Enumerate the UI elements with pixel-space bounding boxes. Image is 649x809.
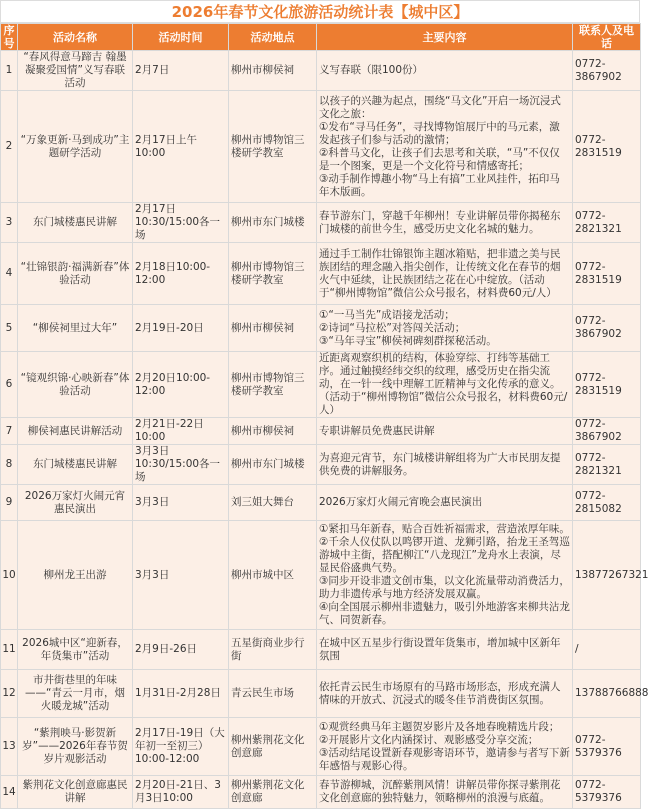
table-row: [1, 91, 641, 203]
cell-name: 2026城中区“迎新春，年货集市”活动: [18, 630, 133, 670]
cell-place: 柳州市城中区: [229, 521, 317, 630]
cell-content: ①紧扣马年新春，贴合百姓祈福需求，营造浓厚年味。 ②千余人仪仗队以鸣锣开道、龙狮引路，抬龙王圣驾巡游城中主街，搭配柳江“八龙现江”龙舟水上表演，尽显民俗盛典气势。 ③同步开设非遗文创市集，以文化流量带动消费活力，助力非遗传承与地方经济发展双赢。 ④向全国展示柳州非遗魅力，吸引外地游客来柳共沾龙气、同贺新春。: [317, 521, 573, 630]
table-row: [1, 776, 641, 809]
cell-content: 春节游柳城，沉醉紫荆风情！讲解员带你探寻紫荆花文化创意廊的独特魅力，领略柳州的浪漫与底蕴。: [317, 776, 573, 809]
cell-seq: 14: [1, 776, 18, 809]
cell-name: “镜观织锦·心映新春”体验活动: [18, 352, 133, 418]
cell-contact: 13877267321: [573, 521, 641, 630]
cell-seq: 1: [1, 51, 18, 91]
cell-contact: /: [573, 630, 641, 670]
cell-seq: 6: [1, 352, 18, 418]
cell-contact: 13788766888: [573, 670, 641, 718]
cell-contact: 0772-3867902: [573, 418, 641, 445]
cell-time: 2月17日-19日（大年初一至初三）10:00-12:00: [133, 718, 229, 776]
cell-time: 2月20日10:00-12:00: [133, 352, 229, 418]
cell-place: 柳州市柳侯祠: [229, 305, 317, 352]
cell-seq: 13: [1, 718, 18, 776]
cell-place: 柳州市柳侯祠: [229, 418, 317, 445]
cell-time: 2月17日10:30/15:00各一场: [133, 203, 229, 243]
cell-seq: 7: [1, 418, 18, 445]
cell-name: “春风得意马蹄吉 翰墨凝聚爱国情”义写春联活动: [18, 51, 133, 91]
cell-time: 2月18日10:00-12:00: [133, 243, 229, 305]
cell-content: 以孩子的兴趣为起点，围绕“马文化”开启一场沉浸式文化之旅： ①发布“寻马任务”，寻找博物馆展厅中的马元素，激发起孩子们参与活动的激情； ②科普马文化，让孩子们去思考和关联，“马”不仅仅是一个图案，更是一个文化符号和情感寄托； ③动手制作博趣小物“马上有搞”工业风挂件，拓印马年木版画。: [317, 91, 573, 203]
cell-seq: 3: [1, 203, 18, 243]
table-row: [1, 203, 641, 243]
cell-name: 柳侯祠惠民讲解活动: [18, 418, 133, 445]
cell-contact: 0772-2831519: [573, 91, 641, 203]
header-content: 主要内容: [317, 24, 573, 51]
cell-time: 1月31日-2月28日: [133, 670, 229, 718]
cell-content: 义写春联（限100份）: [317, 51, 573, 91]
cell-time: 2月19日-20日: [133, 305, 229, 352]
cell-seq: 4: [1, 243, 18, 305]
table-row: [1, 243, 641, 305]
cell-content: 在城中区五星步行街设置年货集市，增加城中区新年氛围: [317, 630, 573, 670]
cell-place: 柳州紫荆花文化创意廊: [229, 718, 317, 776]
header-seq: 序号: [1, 24, 18, 51]
cell-contact: 0772-5379376: [573, 776, 641, 809]
table-row: [1, 305, 641, 352]
table-row: [1, 718, 641, 776]
cell-place: 青云民生市场: [229, 670, 317, 718]
cell-content: 专职讲解员免费惠民讲解: [317, 418, 573, 445]
cell-place: 柳州市东门城楼: [229, 203, 317, 243]
table-row: [1, 445, 641, 485]
header-time: 活动时间: [133, 24, 229, 51]
cell-place: 柳州市博物馆三楼研学教室: [229, 243, 317, 305]
page-title: 2026年春节文化旅游活动统计表【城中区】: [0, 0, 640, 23]
cell-name: “万象更新·马到成功”主题研学活动: [18, 91, 133, 203]
cell-contact: 0772-2831519: [573, 243, 641, 305]
cell-content: 2026万家灯火闹元宵晚会惠民演出: [317, 485, 573, 521]
cell-name: 柳州龙王出游: [18, 521, 133, 630]
cell-place: 刘三姐大舞台: [229, 485, 317, 521]
table-row: [1, 521, 641, 630]
cell-place: 柳州市博物馆三楼研学教室: [229, 91, 317, 203]
cell-content: ①观赏经典马年主题贺岁影片及各地春晚精选片段； ②开展影片文化内涵探讨、观影感受分享交流； ③活动结尾设置新春观影寄语环节，邀请参与者写下新年感悟与观影心得。: [317, 718, 573, 776]
cell-place: 柳州市东门城楼: [229, 445, 317, 485]
cell-content: 依托青云民生市场原有的马路市场形态，形成充满人情味的开放式、沉浸式的暖冬佳节消费街区氛围。: [317, 670, 573, 718]
table-row: [1, 670, 641, 718]
table-row: [1, 352, 641, 418]
cell-seq: 8: [1, 445, 18, 485]
table-row: [1, 418, 641, 445]
table-row: [1, 51, 641, 91]
cell-place: 柳州紫荆花文化创意廊: [229, 776, 317, 809]
cell-contact: 0772-3867902: [573, 305, 641, 352]
header-contact: 联系人及电话: [573, 24, 641, 51]
cell-time: 2月21日-22日10:00: [133, 418, 229, 445]
cell-time: 2月9日-26日: [133, 630, 229, 670]
cell-contact: 0772-3867902: [573, 51, 641, 91]
cell-content: 近距离观察织机的结构，体验穿综、打纬等基础工序。通过触摸经纬交织的纹理，感受历史在指尖流动，在一针一线中理解工匠精神与文化传承的意义。（活动于“柳州博物馆”微信公众号报名，材料费60元/人）: [317, 352, 573, 418]
table-row: [1, 630, 641, 670]
cell-place: 柳州市博物馆三楼研学教室: [229, 352, 317, 418]
header-place: 活动地点: [229, 24, 317, 51]
cell-name: 紫荆花文化创意廊惠民讲解: [18, 776, 133, 809]
cell-place: 柳州市柳侯祠: [229, 51, 317, 91]
cell-contact: 0772-5379376: [573, 718, 641, 776]
activity-table: [0, 23, 649, 809]
cell-contact: 0772-2821321: [573, 203, 641, 243]
cell-contact: 0772-2821321: [573, 445, 641, 485]
cell-seq: 2: [1, 91, 18, 203]
cell-name: “壮锦银韵·福满新春”体验活动: [18, 243, 133, 305]
cell-time: 3月3日: [133, 521, 229, 630]
cell-time: 2月7日: [133, 51, 229, 91]
cell-contact: 0772-2831519: [573, 352, 641, 418]
cell-content: 通过手工制作壮锦银饰主题冰箱贴，把非遗之美与民族团结的理念融入指尖创作，让传统文化在春节的烟火气中延续，让民族团结之花在心中绽放。（活动于“柳州博物馆”微信公众号报名，材料费60元/人）: [317, 243, 573, 305]
cell-contact: 0772-2815082: [573, 485, 641, 521]
cell-content: 为喜迎元宵节，东门城楼讲解组将为广大市民朋友提供免费的讲解服务。: [317, 445, 573, 485]
cell-seq: 10: [1, 521, 18, 630]
cell-name: 2026万家灯火闹元宵惠民演出: [18, 485, 133, 521]
cell-time: 2月17日上午10:00: [133, 91, 229, 203]
table-row: [1, 485, 641, 521]
cell-name: 东门城楼惠民讲解: [18, 445, 133, 485]
header-row: [1, 24, 641, 51]
cell-place: 五星街商业步行街: [229, 630, 317, 670]
cell-content: ①“一马当先”成语接龙活动； ②诗词“马拉松”对答闯关活动； ③“马年寻宝”柳侯祠碑刻群探秘活动。: [317, 305, 573, 352]
cell-seq: 12: [1, 670, 18, 718]
cell-seq: 9: [1, 485, 18, 521]
cell-name: “紫荆映马·影贺新岁”——2026年春节贺岁片观影活动: [18, 718, 133, 776]
cell-name: 市井街巷里的年味——“青云一月市，烟火暖龙城”活动: [18, 670, 133, 718]
cell-name: “柳侯祠里过大年”: [18, 305, 133, 352]
cell-time: 2月20日-21日、3月3日10:00: [133, 776, 229, 809]
cell-name: 东门城楼惠民讲解: [18, 203, 133, 243]
cell-time: 3月3日10:30/15:00各一场: [133, 445, 229, 485]
cell-seq: 5: [1, 305, 18, 352]
header-name: 活动名称: [18, 24, 133, 51]
cell-seq: 11: [1, 630, 18, 670]
cell-time: 3月3日: [133, 485, 229, 521]
cell-content: 春节游东门，穿越千年柳州！专业讲解员带你揭秘东门城楼的前世今生，感受历史文化名城的魅力。: [317, 203, 573, 243]
